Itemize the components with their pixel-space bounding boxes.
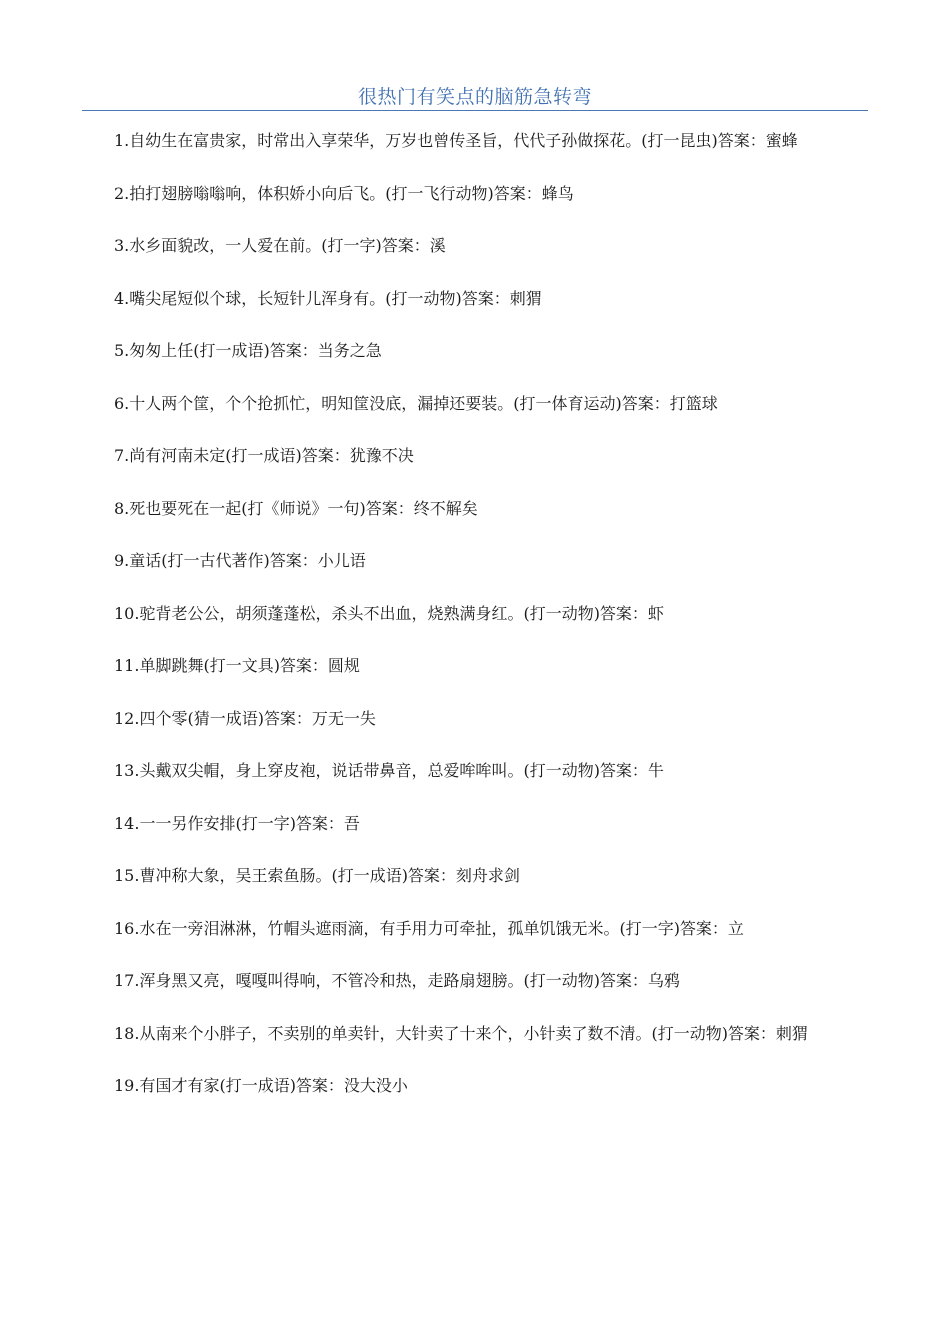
riddle-item: 6.十人两个筐，个个抢抓忙，明知筐没底，漏掉还要装。(打一体育运动)答案：打篮球 <box>114 393 718 413</box>
riddle-item: 17.浑身黑又亮，嘎嘎叫得响，不管冷和热，走路扇翅膀。(打一动物)答案：乌鸦 <box>114 971 680 990</box>
riddle-item: 10.驼背老公公，胡须蓬蓬松，杀头不出血，烧熟满身红。(打一动物)答案：虾 <box>114 603 664 623</box>
riddle-item: 8.死也要死在一起(打《师说》一句)答案：终不解矣 <box>114 498 478 518</box>
riddle-item: 1.自幼生在富贵家，时常出入享荣华，万岁也曾传圣旨，代代子孙做探花。(打一昆虫)答案：蜜蜂 <box>114 131 798 150</box>
riddle-item: 7.尚有河南未定(打一成语)答案：犹豫不决 <box>114 446 414 465</box>
riddle-item: 9.童话(打一古代著作)答案：小儿语 <box>114 551 366 570</box>
riddle-list <box>82 122 868 1120</box>
document-header <box>82 80 868 111</box>
riddle-item: 3.水乡面貌改，一人爱在前。(打一字)答案：溪 <box>114 236 446 255</box>
document-title: 很热门有笑点的脑筋急转弯 <box>357 86 592 108</box>
riddle-item: 11.单脚跳舞(打一文具)答案：圆规 <box>114 656 360 675</box>
riddle-item: 5.匆匆上任(打一成语)答案：当务之急 <box>114 341 382 360</box>
riddle-item: 12.四个零(猜一成语)答案：万无一失 <box>114 708 376 728</box>
riddle-item: 14.一一另作安排(打一字)答案：吾 <box>114 813 360 833</box>
riddle-item: 15.曹冲称大象，吴王索鱼肠。(打一成语)答案：刻舟求剑 <box>114 866 520 885</box>
riddle-item: 4.嘴尖尾短似个球，长短针儿浑身有。(打一动物)答案：刺猬 <box>114 288 542 308</box>
riddle-item: 18.从南来个小胖子，不卖别的单卖针，大针卖了十来个，小针卖了数不清。(打一动物)答案：刺猬 <box>114 1023 808 1043</box>
riddle-item: 19.有国才有家(打一成语)答案：没大没小 <box>114 1076 408 1095</box>
riddle-item: 16.水在一旁泪淋淋，竹帽头遮雨滴，有手用力可牵扯，孤单饥饿无米。(打一字)答案：立 <box>114 918 744 938</box>
riddle-item: 13.头戴双尖帽，身上穿皮袍，说话带鼻音，总爱哞哞叫。(打一动物)答案：牛 <box>114 761 664 780</box>
riddle-item: 2.拍打翅膀嗡嗡响，体积娇小向后飞。(打一飞行动物)答案：蜂鸟 <box>114 183 574 203</box>
